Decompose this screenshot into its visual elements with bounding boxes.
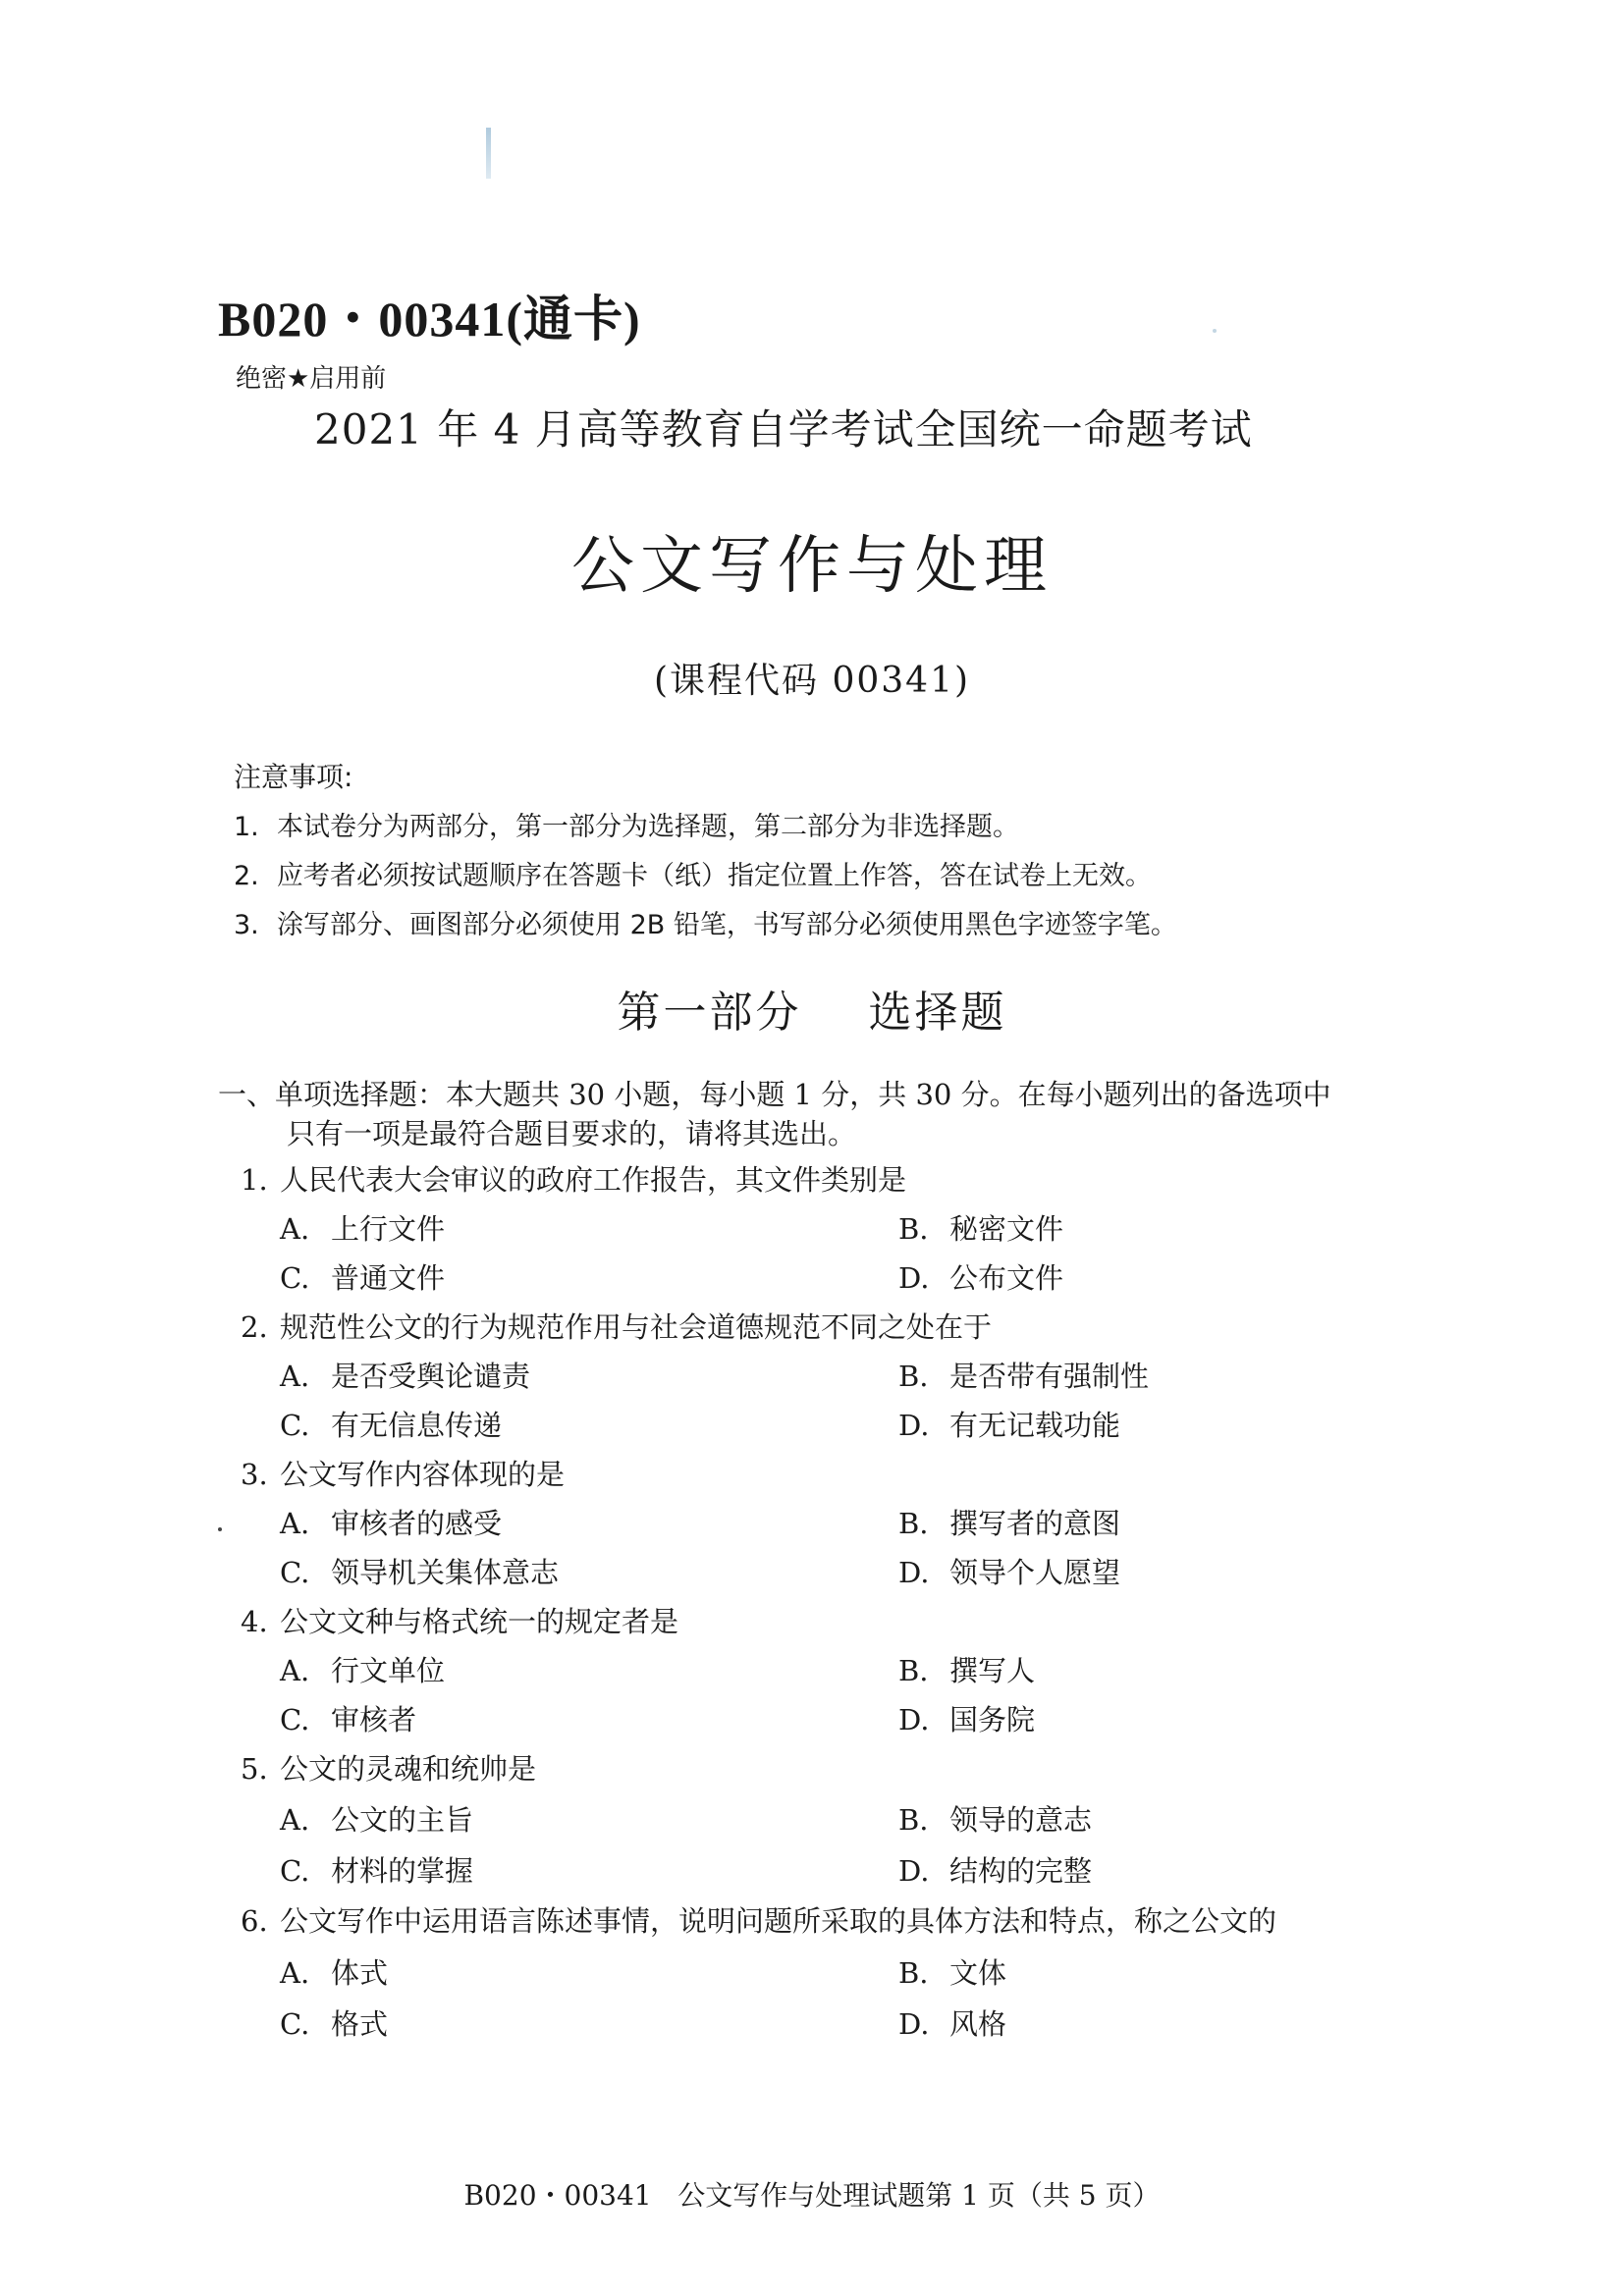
option-label: B. <box>898 1803 929 1837</box>
question-option <box>280 2002 388 2043</box>
question-option <box>898 1649 1035 1689</box>
option-text: 领导个人愿望 <box>949 1556 1121 1589</box>
option-label: B. <box>898 1212 929 1246</box>
option-text: 普通文件 <box>331 1261 446 1295</box>
section-intro-line: 只有一项是最符合题目要求的，请将其选出。 <box>287 1117 857 1150</box>
notice-item <box>234 854 1152 892</box>
question-option <box>898 1951 1006 1992</box>
question-option <box>898 2002 1006 2043</box>
option-text: 国务院 <box>949 1703 1036 1736</box>
option-text: 领导的意志 <box>949 1803 1093 1837</box>
question-option <box>898 1698 1035 1738</box>
option-label: C. <box>280 2007 310 2041</box>
question-option <box>898 1502 1120 1542</box>
option-text: 秘密文件 <box>949 1212 1064 1246</box>
option-text: 是否受舆论谴责 <box>331 1360 531 1393</box>
option-text: 文体 <box>949 1956 1007 1990</box>
option-label: B. <box>898 1956 929 1990</box>
option-label: B. <box>898 1360 929 1393</box>
section-intro <box>218 1075 1426 1153</box>
question-stem <box>241 1899 1276 1940</box>
option-label: D. <box>898 1703 930 1736</box>
question-number: 6. <box>241 1904 268 1938</box>
option-text: 上行文件 <box>331 1212 446 1246</box>
option-text: 撰写人 <box>949 1654 1036 1687</box>
page-footer: B020・00341 公文写作与处理试题第 1 页（共 5 页） <box>463 2179 1161 2212</box>
question-number: 2. <box>241 1310 268 1344</box>
question-option <box>898 1404 1120 1444</box>
option-text: 审核者 <box>331 1703 417 1736</box>
scan-artifact <box>218 1527 222 1531</box>
question-text: 公文的灵魂和统帅是 <box>280 1752 537 1786</box>
option-text: 是否带有强制性 <box>949 1360 1150 1393</box>
option-label: D. <box>898 1409 930 1442</box>
scan-artifact <box>1213 329 1217 333</box>
option-text: 结构的完整 <box>949 1854 1093 1888</box>
question-number: 5. <box>241 1752 268 1786</box>
scan-artifact <box>486 128 491 179</box>
question-option <box>898 1849 1092 1890</box>
option-label: B. <box>898 1507 929 1540</box>
option-label: A. <box>280 1803 310 1837</box>
option-label: B. <box>898 1654 929 1687</box>
option-text: 审核者的感受 <box>331 1507 503 1540</box>
option-text: 体式 <box>331 1956 389 1990</box>
option-label: A. <box>280 1654 310 1687</box>
question-option <box>898 1207 1063 1248</box>
option-text: 领导机关集体意志 <box>331 1556 560 1589</box>
subject-title: 公文写作与处理 <box>571 530 1053 603</box>
question-stem <box>241 1453 565 1493</box>
option-text: 有无记载功能 <box>949 1409 1121 1442</box>
section-intro-line: 一、单项选择题：本大题共 30 小题，每小题 1 分，共 30 分。在每小题列出的备选项中 <box>218 1078 1331 1111</box>
question-option <box>280 1551 559 1591</box>
option-text: 公布文件 <box>949 1261 1064 1295</box>
option-label: C. <box>280 1703 310 1736</box>
option-text: 行文单位 <box>331 1654 446 1687</box>
question-option <box>280 1256 445 1297</box>
option-label: D. <box>898 1261 930 1295</box>
option-label: C. <box>280 1261 310 1295</box>
question-stem <box>241 1747 536 1788</box>
question-stem <box>241 1600 678 1640</box>
option-label: C. <box>280 1556 310 1589</box>
question-option <box>280 1355 530 1395</box>
option-label: A. <box>280 1360 310 1393</box>
question-option <box>280 1698 416 1738</box>
question-number: 3. <box>241 1458 268 1491</box>
notice-item-number: 3. <box>234 910 259 940</box>
notice-item <box>234 903 1177 941</box>
option-label: D. <box>898 1854 930 1888</box>
option-text: 风格 <box>949 2007 1007 2041</box>
question-option <box>280 1649 445 1689</box>
question-option <box>280 1849 473 1890</box>
question-text: 规范性公文的行为规范作用与社会道德规范不同之处在于 <box>280 1310 993 1344</box>
question-option <box>280 1207 445 1248</box>
question-text: 公文文种与格式统一的规定者是 <box>280 1605 679 1638</box>
notice-item-number: 2. <box>234 861 259 891</box>
question-option <box>898 1798 1092 1839</box>
question-text: 公文写作内容体现的是 <box>280 1458 566 1491</box>
option-label: C. <box>280 1854 310 1888</box>
part-title: 第一部分 选择题 <box>617 988 1007 1038</box>
question-option <box>280 1798 473 1839</box>
question-text: 公文写作中运用语言陈述事情，说明问题所采取的具体方法和特点，称之公文的 <box>280 1904 1277 1938</box>
question-number: 1. <box>241 1163 268 1197</box>
option-label: A. <box>280 1956 310 1990</box>
question-option <box>280 1951 388 1992</box>
notice-item-text: 应考者必须按试题顺序在答题卡（纸）指定位置上作答，答在试卷上无效。 <box>277 861 1152 891</box>
option-label: A. <box>280 1212 310 1246</box>
option-text: 公文的主旨 <box>331 1803 474 1837</box>
course-code: (课程代码 00341) <box>653 661 971 701</box>
question-option <box>280 1404 502 1444</box>
question-option <box>898 1551 1120 1591</box>
paper-code-title: B020・00341(通卡) <box>218 292 641 347</box>
option-label: D. <box>898 1556 930 1589</box>
notice-heading: 注意事项: <box>234 761 353 793</box>
option-text: 有无信息传递 <box>331 1409 503 1442</box>
exam-title: 2021 年 4 月高等教育自学考试全国统一命题考试 <box>314 405 1253 454</box>
question-number: 4. <box>241 1605 268 1638</box>
notice-item-text: 涂写部分、画图部分必须使用 2B 铅笔，书写部分必须使用黑色字迹签字笔。 <box>277 910 1177 940</box>
notice-item-text: 本试卷分为两部分，第一部分为选择题，第二部分为非选择题。 <box>277 812 1019 842</box>
question-option <box>898 1256 1063 1297</box>
option-label: D. <box>898 2007 930 2041</box>
question-option <box>280 1502 502 1542</box>
question-text: 人民代表大会审议的政府工作报告，其文件类别是 <box>280 1163 907 1197</box>
option-label: A. <box>280 1507 310 1540</box>
question-stem <box>241 1158 906 1199</box>
secret-mark: 绝密★启用前 <box>236 364 387 394</box>
question-option <box>898 1355 1149 1395</box>
notice-item <box>234 805 1019 843</box>
question-stem <box>241 1306 992 1346</box>
option-text: 格式 <box>331 2007 389 2041</box>
notice-item-number: 1. <box>234 812 259 842</box>
option-label: C. <box>280 1409 310 1442</box>
option-text: 材料的掌握 <box>331 1854 474 1888</box>
option-text: 撰写者的意图 <box>949 1507 1121 1540</box>
